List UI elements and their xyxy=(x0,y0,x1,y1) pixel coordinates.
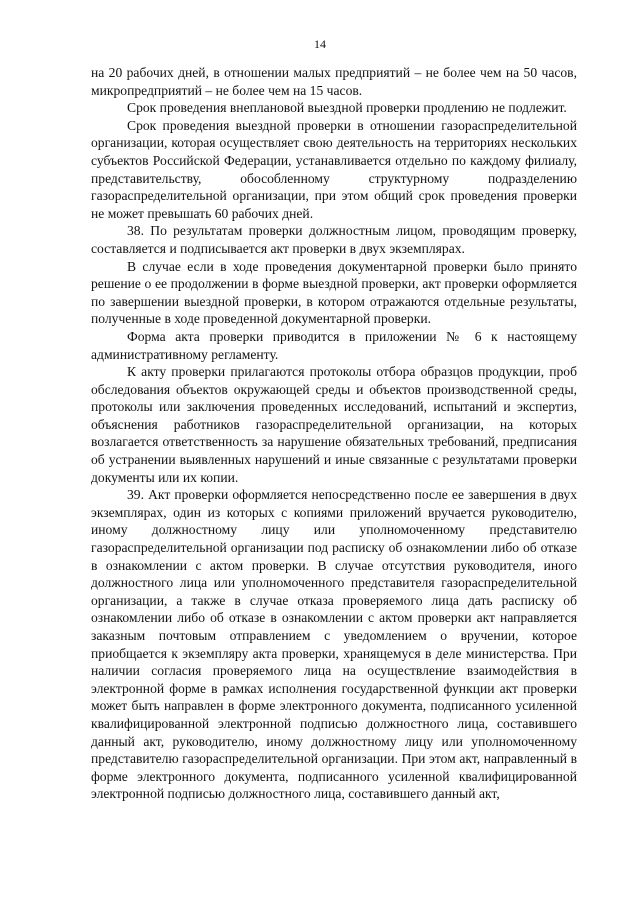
paragraph: Срок проведения выездной проверки в отношении газораспределительной организации, которая осуществляет свою деятельность на территориях нескольких субъектов Российской Федерации, устанавливается отдельно по каждому филиалу, представительству, обособленному структурному подразделению газораспределительной организации, при этом общий срок проведения проверки не может превышать 60 рабочих дней. xyxy=(91,117,577,221)
paragraph: Форма акта проверки приводится в приложении № 6 к настоящему административному регламенту. xyxy=(91,328,577,362)
paragraph: К акту проверки прилагаются протоколы отбора образцов продукции, проб обследования объектов окружающей среды и объектов производственной среды, протоколы или заключения проведенных исследований, испытаний и экспертиз, объяснения работников газораспределительной организации, на которых возлагается ответственность за нарушение обязательных требований, предписания об устранении выявленных нарушений и иные связанные с результатами проверки документы или их копии. xyxy=(91,364,577,485)
paragraph-continued: на 20 рабочих дней, в отношении малых предприятий – не более чем на 50 часов, микропредприятий – не более чем на 15 часов. xyxy=(91,65,577,98)
paragraph-item-39: 39. Акт проверки оформляется непосредственно после ее завершения в двух экземплярах, один из которых с копиями приложений вручается руководителю, иному должностному лицу или уполномоченному представителю газораспределительной организации под расписку об ознакомлении либо об отказе в ознакомлении с актом проверки. В случае отсутствия руководителя, иного должностного лица или уполномоченного представителя газораспределительной организации, а также в случае отказа проверяемого лица дать расписку об ознакомлении либо об отказе в ознакомлении с актом проверки акт направляется заказным почтовым отправлением с уведомлением о вручении, которое приобщается к экземпляру акта проверки, хранящемуся в деле министерства. При наличии согласия проверяемого лица на осуществление взаимодействия в электронной форме в рамках исполнения государственной функции акт проверки может быть направлен в форме электронного документа, подписанного усиленной квалифицированной электронной подписью должностного лица, составившего данный акт, руководителю, иному должностному лицу или уполномоченному представителю газораспределительной организации. При этом акт, направленный в форме электронного документа, подписанного усиленной квалифицированной электронной подписью должностного лица, составившего данный акт, xyxy=(91,487,577,802)
paragraph: В случае если в ходе проведения документарной проверки было принято решение о ее продолжении в форме выездной проверки, акт проверки оформляется по завершении выездной проверки, в котором отражаются отдельные результаты, полученные в ходе проведенной документарной проверки. xyxy=(91,258,577,327)
paragraph: Срок проведения внеплановой выездной проверки продлению не подлежит. xyxy=(127,100,567,116)
paragraph-item-38: 38. По результатам проверки должностным лицом, проводящим проверку, составляется и подписывается акт проверки в двух экземплярах. xyxy=(91,223,577,256)
page-number: 14 xyxy=(314,37,326,51)
document-body xyxy=(91,64,577,803)
